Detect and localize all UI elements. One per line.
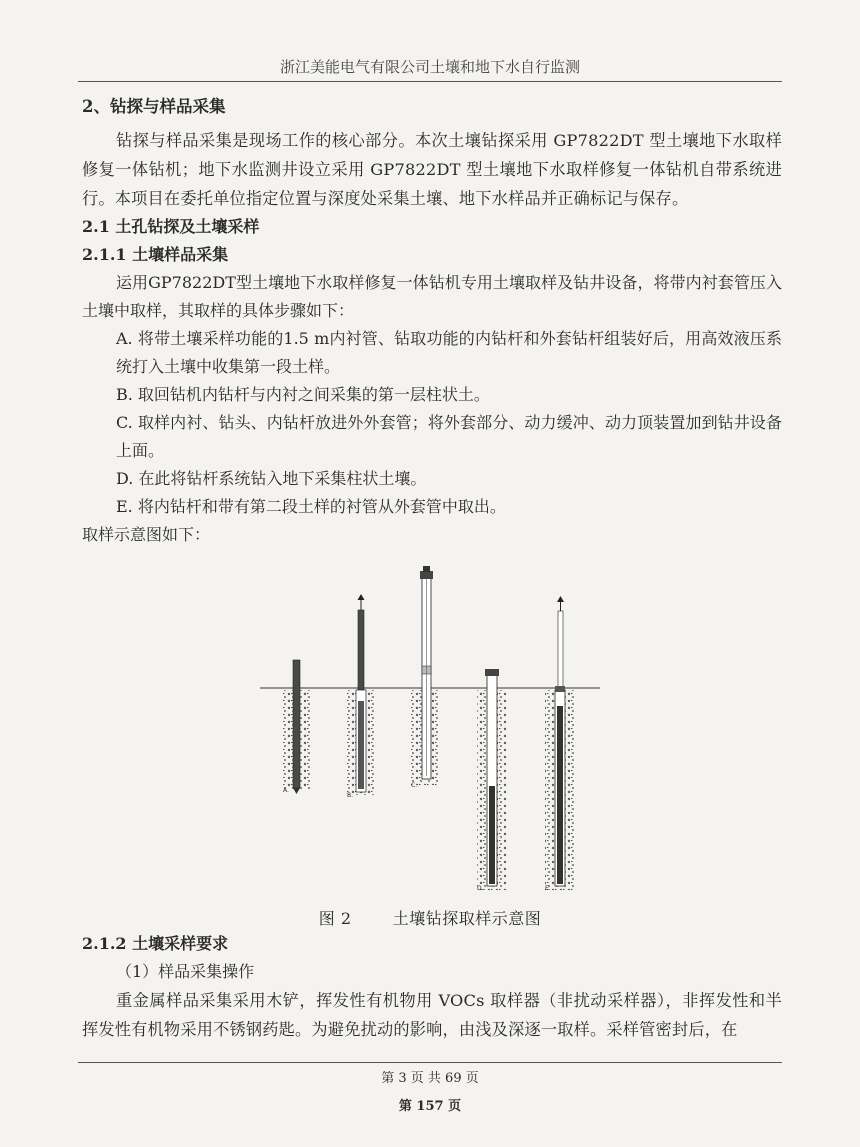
figure-caption-text: 土壤钻探取样示意图 [392,909,542,928]
page-number-section: 第 3 页 共 69 页 [381,1071,479,1086]
section-heading-2: 2、钻探与样品采集 [82,97,226,116]
panel-label-a: A. [283,787,289,794]
section-2-1-2 [82,930,782,1044]
figure-caption [0,906,860,929]
panel-b [347,594,375,795]
figure-caption-number: 图 2 [318,909,352,928]
section-heading-2-1-2: 2.1.2 土壤采样要求 [82,934,229,953]
panel-label-b: B. [347,792,354,799]
sampling-intro-paragraph: 运用GP7822DT型土壤地下水取样修复一体钻机专用土壤取样及钻井设备，将带内衬套管压入土壤中取样，其取样的具体步骤如下： [82,273,782,320]
header-rule [78,81,782,82]
panel-c [411,566,439,785]
soil-sampling-diagram [255,566,605,896]
sampling-step-d: D. 在此将钻杆系统钻入地下采集柱状土壤。 [116,469,427,488]
main-content [82,86,782,549]
panel-label-c: C. [411,782,418,789]
sampling-step-c: C. 取样内衬、钻头、内钻杆放进外外套管；将外套部分、动力缓冲、动力顶装置加到钻井设备上面。 [116,413,782,460]
sample-collection-paragraph: 重金属样品采集采用木铲，挥发性有机物用 VOCs 取样器（非扰动采样器），非挥发性和半挥发性有机物采用不锈钢药匙。为避免扰动的影响，由浅及深逐一取样。采样管密封后，在 [82,991,782,1039]
panel-a [283,660,311,794]
panel-label-d: D. [477,885,484,892]
section-heading-2-1-1: 2.1.1 土壤样品采集 [82,245,229,264]
section-2-paragraph: 钻探与样品采集是现场工作的核心部分。本次土壤钻探采用 GP7822DT 型土壤地下水取样修复一体钻机；地下水监测井设立采用 GP7822DT 型土壤地下水取样修复一体钻机自带系统进行。本项目在委托单位指定位置与深度处采集土壤、地下水样品并正确标记与保存。 [82,131,782,208]
footer-rule [78,1062,782,1063]
panel-label-e: E. [545,885,551,892]
sampling-step-e: E. 将内钻杆和带有第二段土样的衬管从外套管中取出。 [116,497,506,516]
page-number-total: 第 157 页 [398,1099,462,1114]
soil-sampling-diagram-svg [255,566,605,896]
running-header: 浙江美能电气有限公司土壤和地下水自行监测 [279,58,580,76]
figure-intro: 取样示意图如下： [82,525,211,544]
sampling-step-b: B. 取回钻机内钻杆与内衬之间采集的第一层柱状土。 [116,385,490,404]
sampling-step-a: A. 将带土壤采样功能的1.5 m内衬管、钻取功能的内钻杆和外套钻杆组装好后，用高效液压系统打入土壤中收集第一段土样。 [116,329,782,376]
section-heading-2-1: 2.1 土孔钻探及土壤采样 [82,217,260,236]
panel-d [477,669,507,890]
panel-e [545,596,575,890]
sample-collection-item: （1）样品采集操作 [116,962,255,981]
